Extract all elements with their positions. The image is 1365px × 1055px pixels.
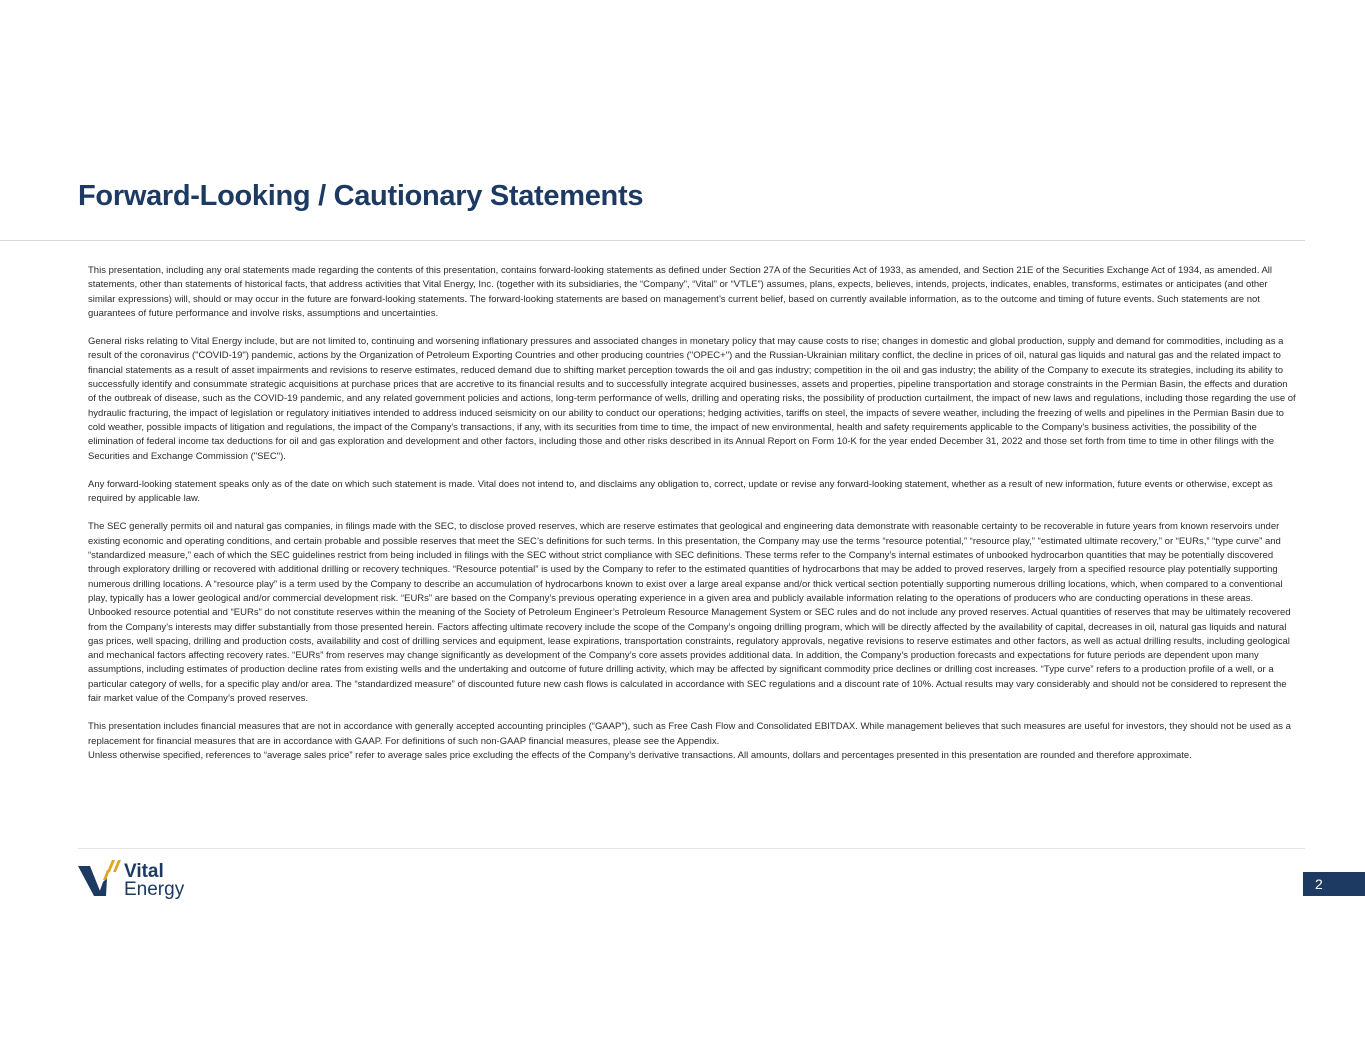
paragraph-sec-reserves: The SEC generally permits oil and natural gas companies, in filings made with the SEC, to disclose proved reserves, which are reserve estimates that geological and engineering data demonstrate with reasonable certainty to be recoverable in future years from known reservoirs under existing economic and operating conditions, and certain probable and possible reserves that meet the SEC’s definitions for such terms. In this presentation, the Company may use the terms “resource potential,” “resource play,” “estimated ultimate recovery,” or “EURs,” “type curve” and “standardized measure,” each of which the SEC guidelines restrict from being included in filings with the SEC without strict compliance with SEC definitions. These terms refer to the Company’s internal estimates of unbooked hydrocarbon quantities that may be potentially discovered through exploratory drilling or recovered with additional drilling or recovery techniques. “Resource potential” is used by the Company to refer to the estimated quantities of hydrocarbons that may be added to proved reserves, largely from a specified resource play potentially supporting numerous drilling locations. A “resource play” is a term used by the Company to describe an accumulation of hydrocarbons known to exist over a large areal expanse and/or thick vertical section potentially supporting numerous drilling locations, which, when compared to a conventional play, typically has a lower geological and/or commercial development risk. “EURs” are based on the Company’s previous operating experience in a given area and publicly available information relating to the operations of producers who are conducting operations in these areas. Unbooked resource potential and “EURs” do not constitute reserves within the meaning of the Society of Petroleum Engineer’s Petroleum Resource Management System or SEC rules and do not include any proved reserves. Actual quantities of reserves that may be ultimately recovered from the Company’s interests may differ substantially from those presented herein. Factors affecting ultimate recovery include the scope of the Company’s ongoing drilling program, which will be directly affected by the availability of capital, decreases in oil, natural gas liquids and natural gas prices, well spacing, drilling and production costs, availability and cost of drilling services and equipment, lease expirations, transportation constraints, regulatory approvals, negative revisions to reserve estimates and other factors, as well as actual drilling results, including geological and mechanical factors affecting recovery rates. “EURs” from reserves may change significantly as development of the Company’s core assets provides additional data. In addition, the Company’s production forecasts and expectations for future periods are dependent upon many assumptions, including estimates of production decline rates from existing wells and the undertaking and outcome of future drilling activity, which may be affected by significant commodity price declines or drilling cost increases. “Type curve” refers to a production profile of a well, or a particular category of wells, for a specific play and/or area. The “standardized measure” of discounted future new cash flows is calculated in accordance with SEC regulations and a discount rate of 10%. Actual results may vary considerably and should not be considered to represent the fair market value of the Company’s proved reserves. bbox=[88, 521, 1291, 705]
page-title: Forward-Looking / Cautionary Statements bbox=[78, 180, 644, 212]
paragraph-average-sales-price: Unless otherwise specified, references to “average sales price” refer to average sales price excluding the effects of the Company’s derivative transactions. All amounts, dollars and percentages presented in this presentation are rounded and therefore approximate. bbox=[88, 749, 1192, 761]
paragraph-non-gaap: This presentation includes financial measures that are not in accordance with generally accepted accounting principles (“GAAP”), such as Free Cash Flow and Consolidated EBITDAX. While management believes that such measures are useful for investors, they should not be used as a replacement for financial measures that are in accordance with GAAP. For definitions of such non-GAAP financial measures, please see the Appendix. bbox=[88, 721, 1291, 747]
vital-energy-logo-mark-icon bbox=[76, 856, 126, 900]
paragraph-no-update: Any forward-looking statement speaks only as of the date on which such statement is made. Vital does not intend to, and disclaims any obligation to, correct, update or revise any forward-looking statement, whether as a result of new information, future events or otherwise, except as required by applicable law. bbox=[88, 478, 1273, 505]
disclaimer-body bbox=[88, 264, 1296, 763]
paragraph-general-risks: General risks relating to Vital Energy include, but are not limited to, continuing and worsening inflationary pressures and associated changes in monetary policy that may cause costs to rise; changes in domestic and global production, supply and demand for commodities, including as a result of the coronavirus ("COVID-19") pandemic, actions by the Organization of Petroleum Exporting Countries and other producing countries ("OPEC+") and the Russian-Ukrainian military conflict, the decline in prices of oil, natural gas liquids and natural gas and the related impact to financial statements as a result of asset impairments and revisions to reserve estimates, reduced demand due to shifting market perception towards the oil and gas industry; competition in the oil and gas industry; the ability of the Company to execute its strategies, including its ability to successfully identify and consummate strategic acquisitions at purchase prices that are accretive to its financial results and to successfully integrate acquired businesses, assets and properties, pipeline transportation and storage constraints in the Permian Basin, the effects and duration of the outbreak of disease, such as the COVID-19 pandemic, and any related government policies and actions, long-term performance of wells, drilling and operating risks, the possibility of production curtailment, the impact of new laws and regulations, including those regarding the use of hydraulic fracturing, the impact of legislation or regulatory initiatives intended to address induced seismicity on our ability to conduct our operations; hedging activities, tariffs on steel, the impacts of severe weather, including the freezing of wells and pipelines in the Permian Basin due to cold weather, possible impacts of litigation and regulations, the impact of the Company's transactions, if any, with its securities from time to time, the impact of new environmental, health and safety requirements applicable to the Company's business activities, the possibility of the elimination of federal income tax deductions for oil and gas exploration and development and other factors, including those and other risks described in its Annual Report on Form 10-K for the year ended December 31, 2022 and those set forth from time to time in other filings with the Securities and Exchange Commission ("SEC"). bbox=[88, 336, 1296, 462]
vital-energy-logo bbox=[76, 856, 216, 904]
footer-divider bbox=[78, 848, 1305, 849]
page-number-badge: 2 bbox=[1303, 872, 1365, 896]
logo-word-vital: Vital bbox=[124, 861, 164, 882]
paragraph-forward-looking: This presentation, including any oral statements made regarding the contents of this presentation, contains forward-looking statements as defined under Section 27A of the Securities Act of 1933, as amended, and Section 21E of the Securities Exchange Act of 1934, as amended. All statements, other than statements of historical facts, that address activities that Vital Energy, Inc. (together with its subsidiaries, the “Company”, “Vital” or “VTLE”) assumes, plans, expects, believes, intends, projects, indicates, enables, transforms, estimates or anticipates (and other similar expressions) will, should or may occur in the future are forward-looking statements. The forward-looking statements are based on management’s current belief, based on currently available information, as to the outcome and timing of future events. Such statements are not guarantees of future performance and involve risks, assumptions and uncertainties. bbox=[88, 265, 1273, 319]
logo-word-energy: Energy bbox=[124, 879, 185, 900]
title-divider bbox=[0, 240, 1305, 241]
